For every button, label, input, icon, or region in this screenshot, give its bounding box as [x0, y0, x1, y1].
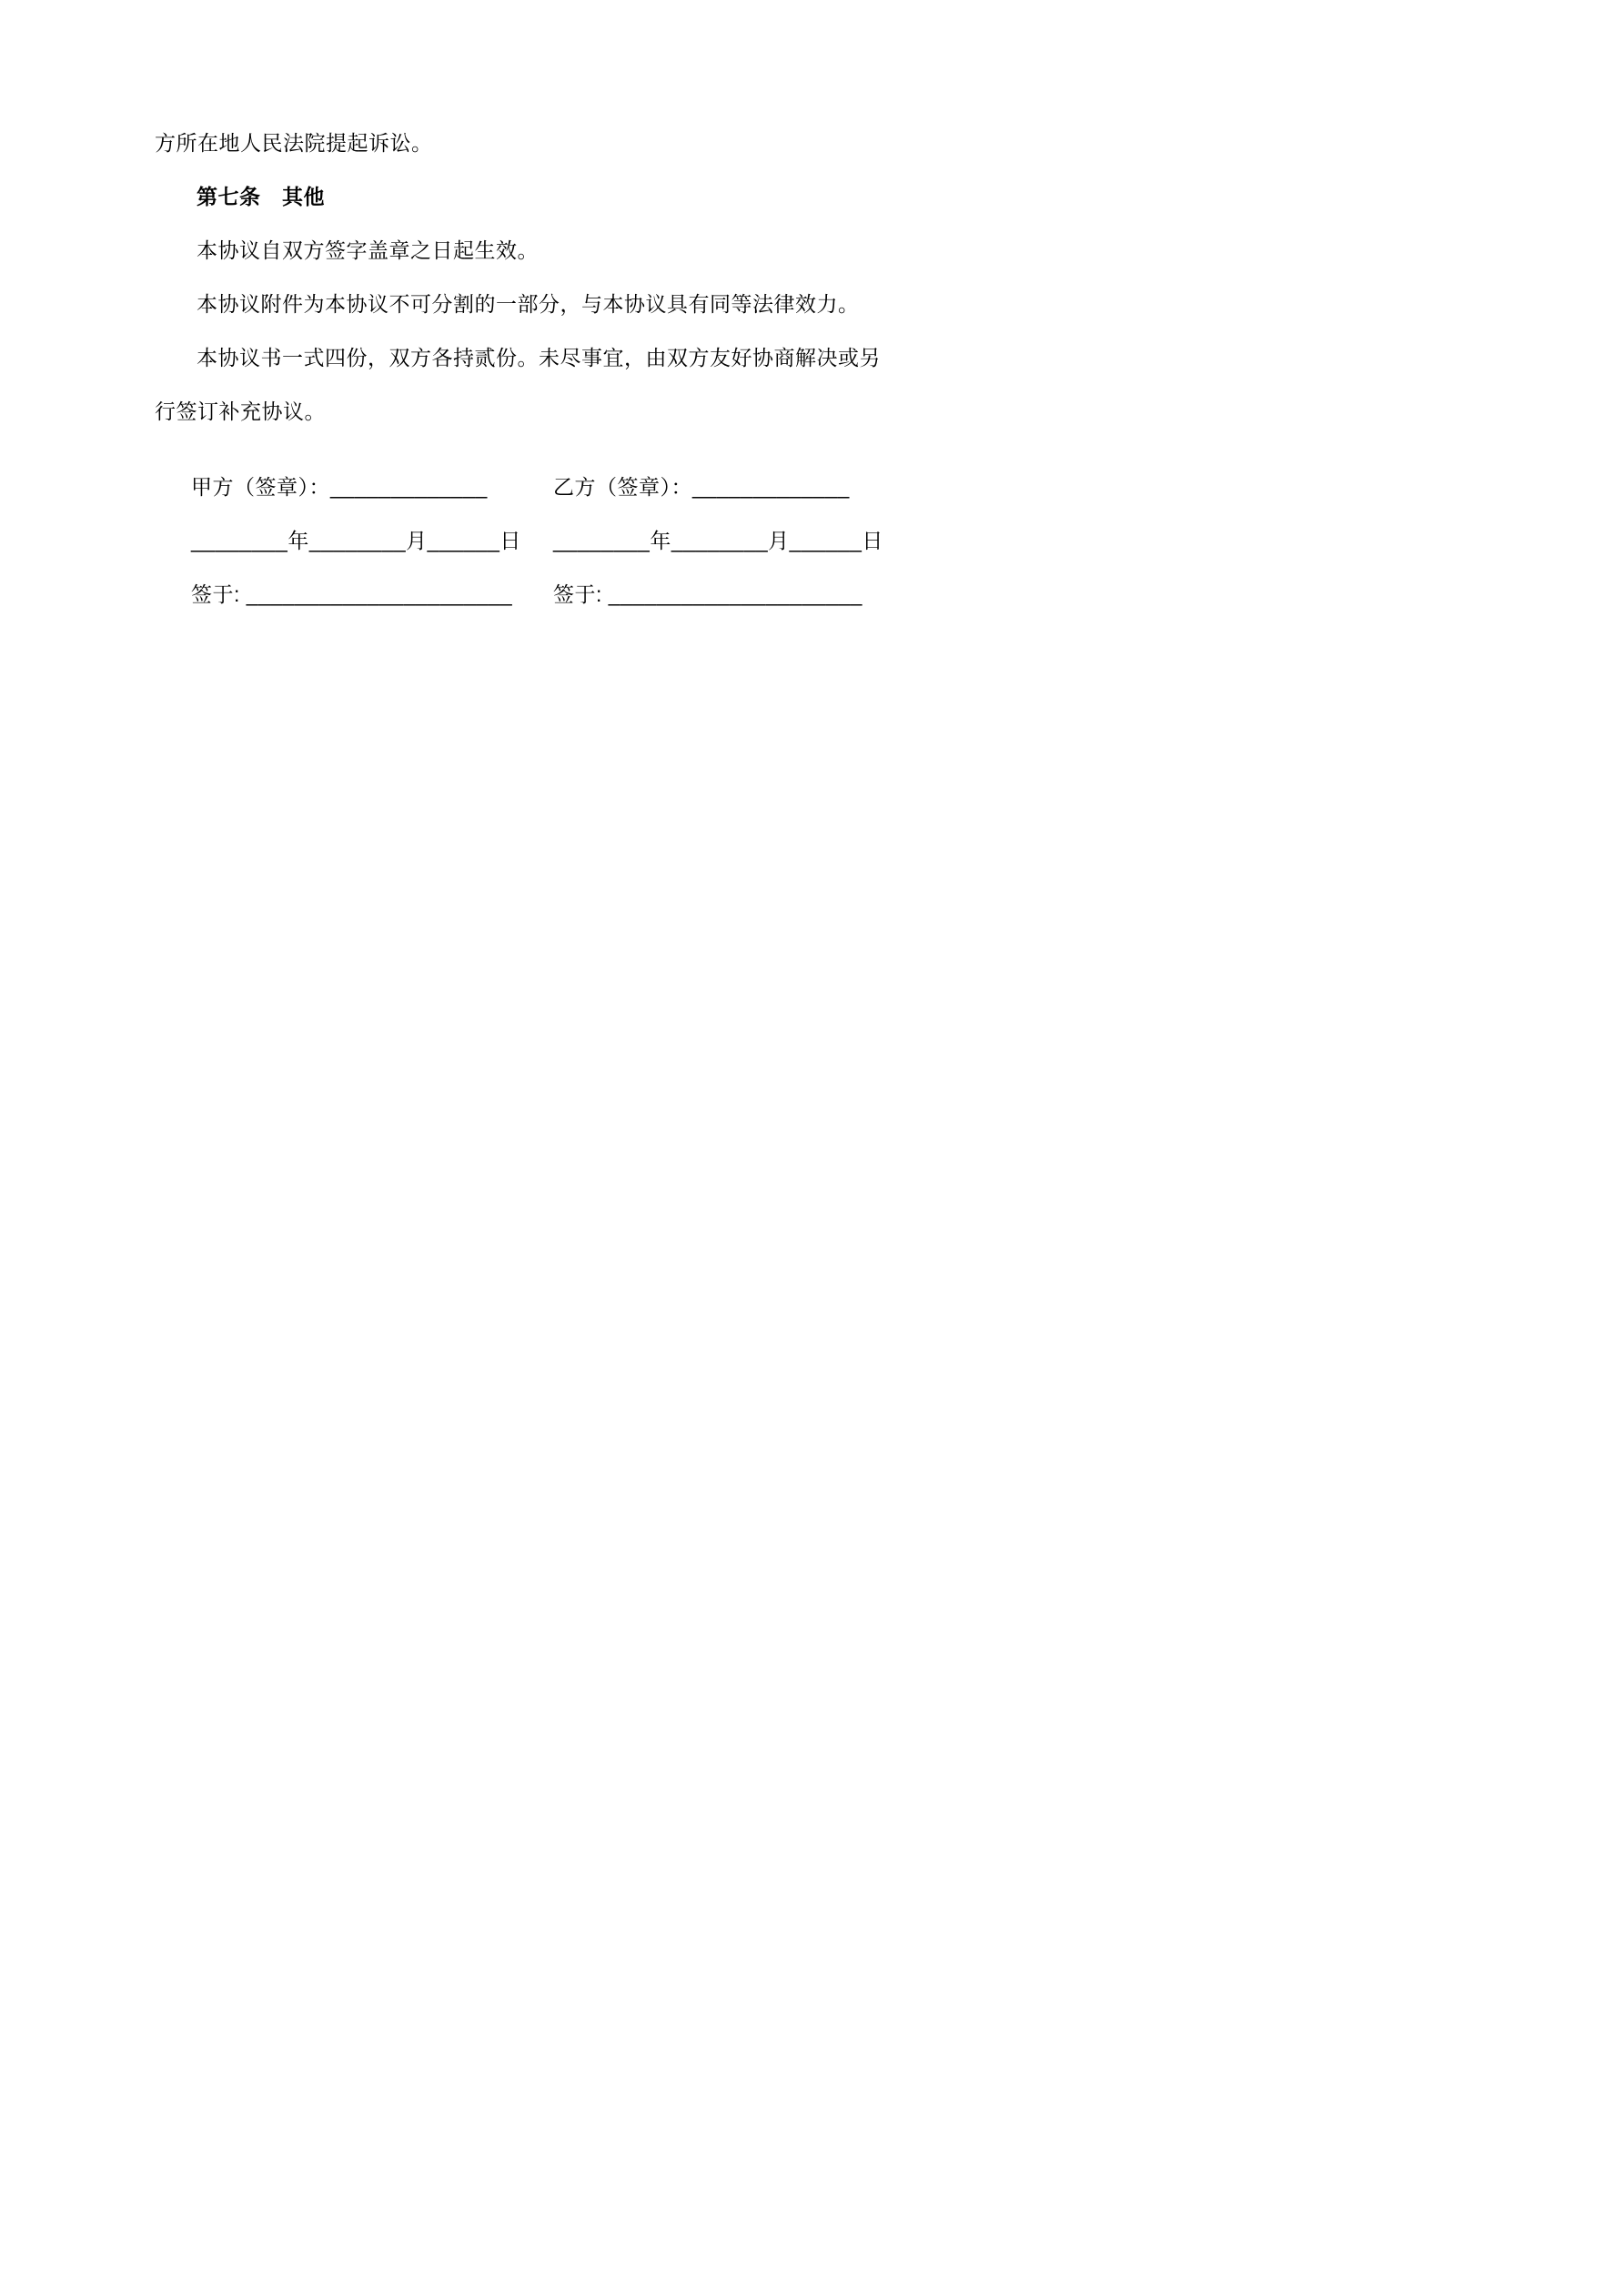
party-b-signed-at-line: 签于: _____________________	[553, 582, 862, 606]
document-body	[155, 116, 893, 622]
party-b-seal-line: 乙方（签章）：_____________	[553, 475, 850, 499]
paragraph-continuation: 方所在地人民法院提起诉讼。	[155, 131, 433, 155]
signature-block	[155, 460, 893, 622]
paragraph-effective-date: 本协议自双方签字盖章之日起生效。	[197, 238, 539, 262]
signature-party-b	[553, 460, 915, 622]
paragraph-copies-and-supplement: 本协议书一式四份，双方各持贰份。未尽事宜，由双方友好协商解决或另行签订补充协议。	[155, 346, 881, 423]
party-a-signed-at-line: 签于: ______________________	[191, 582, 513, 606]
signature-party-a	[191, 460, 553, 622]
party-b-date-line: ________年________月______日	[553, 529, 883, 552]
paragraph-annex-validity: 本协议附件为本协议不可分割的一部分，与本协议具有同等法律效力。	[197, 292, 860, 316]
party-a-seal-line: 甲方（签章）：_____________	[191, 475, 488, 499]
section-heading-article-7: 第七条 其他	[197, 185, 325, 208]
party-a-date-line: ________年________月______日	[191, 529, 521, 552]
